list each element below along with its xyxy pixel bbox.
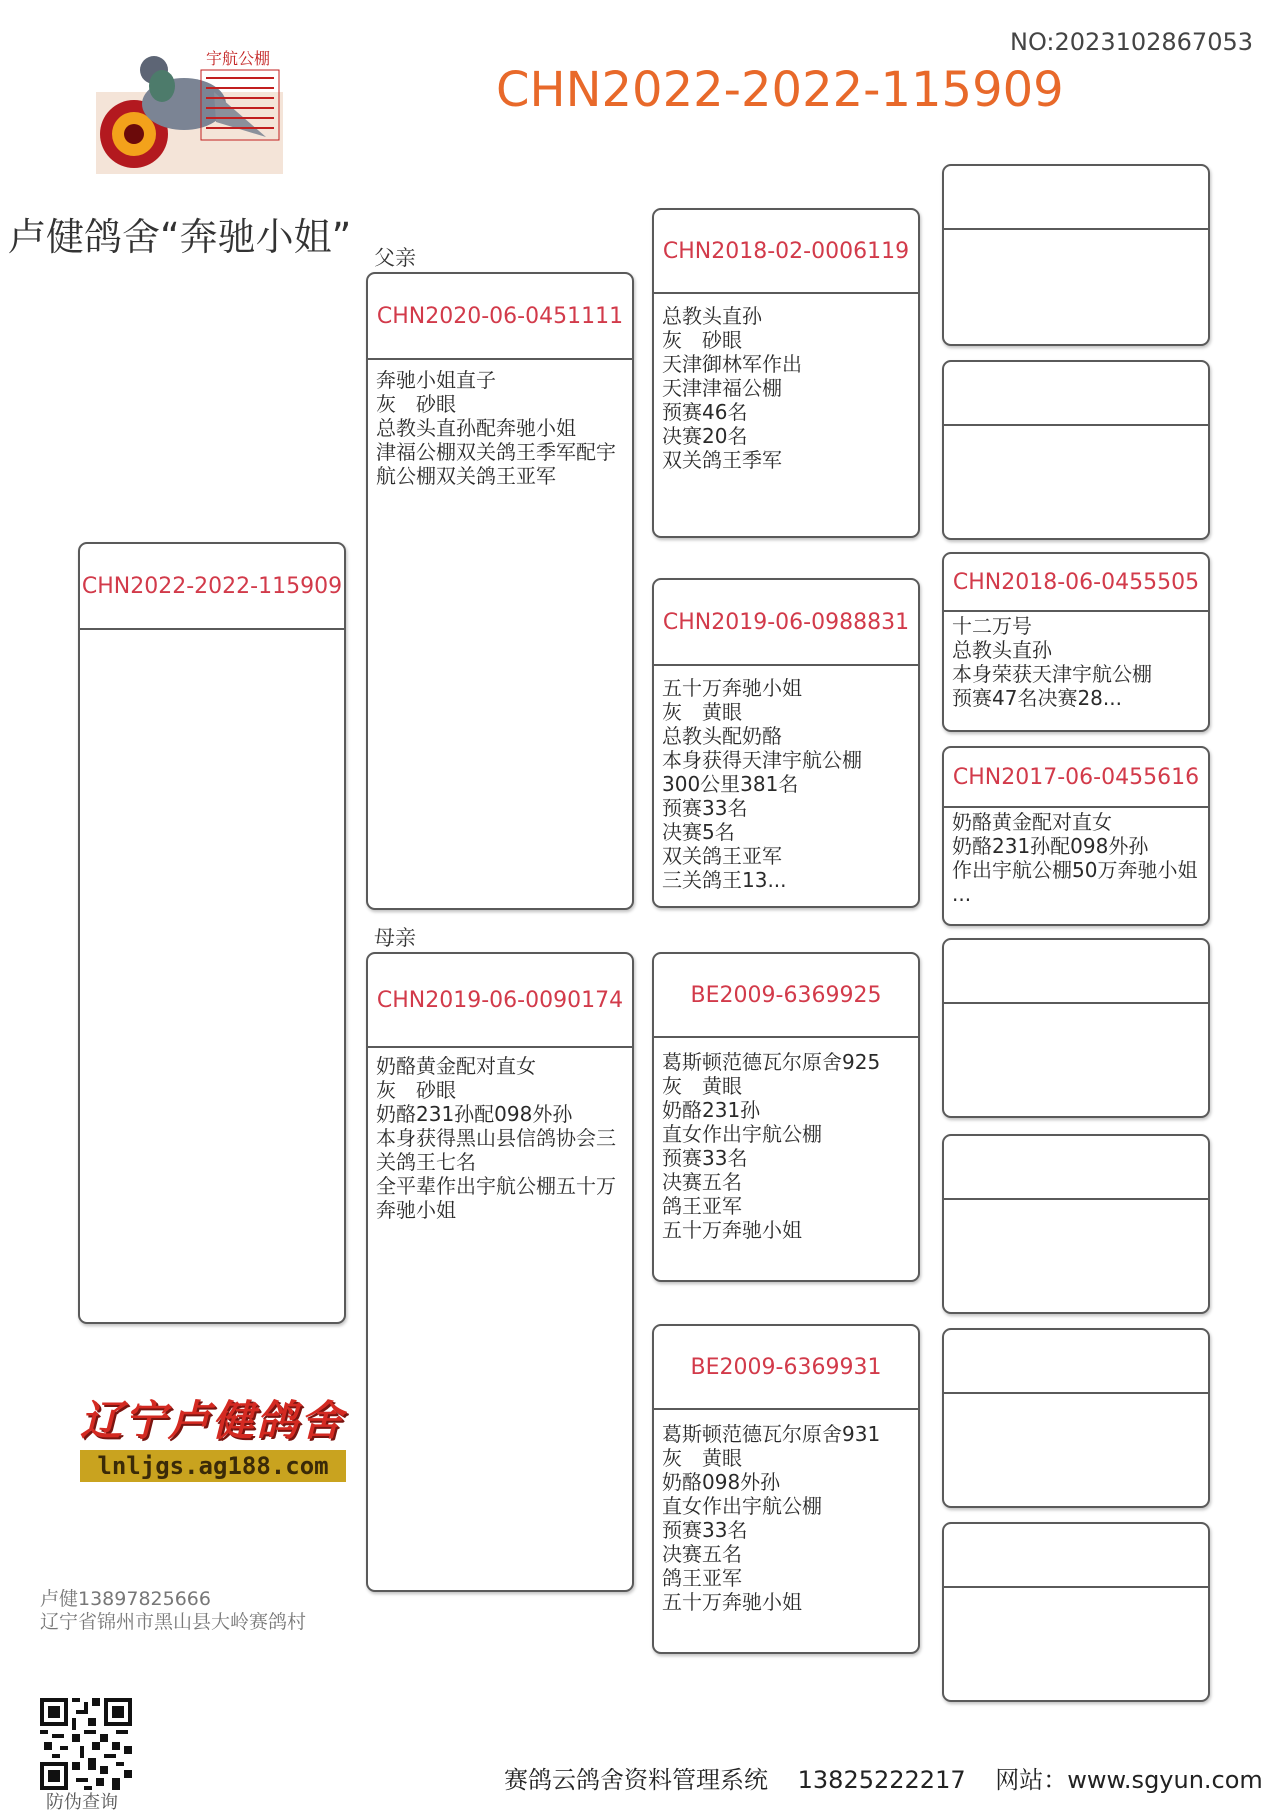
footer-system: 赛鸽云鸽舍资料管理系统 [504, 1766, 768, 1794]
father-card [366, 272, 634, 910]
logo-title: 宇航公棚 [206, 49, 271, 68]
mother-line: 本身获得黑山县信鸽协会三 [376, 1126, 616, 1150]
maternal-grandsire-card [652, 952, 920, 1282]
pedigree-line: 天津津福公棚 [662, 376, 782, 400]
great-grandparent-card-7 [942, 1328, 1210, 1508]
great-grandparent-ring: CHN2018-06-0455505 [944, 554, 1208, 612]
pedigree-line: 预赛33名 [662, 1146, 748, 1170]
pedigree-line: 决赛五名 [662, 1170, 742, 1194]
mother-line: 奔驰小姐 [376, 1198, 456, 1222]
certificate-number: NO:2023102867053 [1010, 28, 1254, 56]
pedigree-line: 预赛46名 [662, 400, 748, 424]
pedigree-line: 决赛5名 [662, 820, 735, 844]
subject-card [78, 542, 346, 1324]
stamp-url: lnljgs.ag188.com [97, 1452, 329, 1480]
father-line: 奔驰小姐直子 [376, 368, 496, 392]
great-grandparent-card-4 [942, 746, 1210, 926]
father-ring: CHN2020-06-0451111 [368, 274, 632, 360]
maternal-granddam-card [652, 1324, 920, 1654]
mother-line: 关鸽王七名 [376, 1150, 476, 1174]
pedigree-line: 天津御林军作出 [662, 352, 802, 376]
mother-label: 母亲 [374, 926, 416, 950]
paternal-granddam-card [652, 578, 920, 908]
mother-ring: CHN2019-06-0090174 [368, 954, 632, 1048]
subject-ring: CHN2022-2022-115909 [80, 544, 344, 630]
footer [504, 1760, 1263, 1795]
main-ring-title: CHN2022-2022-115909 [496, 62, 1064, 118]
pedigree-line: 预赛33名 [662, 1518, 748, 1542]
great-grandparent-ring [944, 362, 1208, 426]
great-grandparent-card-6 [942, 1134, 1210, 1314]
pedigree-line: 双关鸽王季军 [662, 448, 782, 472]
maternal-granddam-ring: BE2009-6369931 [654, 1326, 918, 1410]
pedigree-line: 葛斯顿范德瓦尔原舍931 [662, 1422, 881, 1446]
great-grandparent-card-2 [942, 360, 1210, 540]
pedigree-line: 决赛20名 [662, 424, 748, 448]
father-line: 总教头直孙配奔驰小姐 [376, 416, 576, 440]
pedigree-line: 直女作出宇航公棚 [662, 1494, 822, 1518]
great-grandparent-card-1 [942, 164, 1210, 346]
great-grandparent-ring [944, 1136, 1208, 1200]
pedigree-line: 灰 砂眼 [662, 328, 742, 352]
race-loft-logo [96, 42, 283, 174]
pedigree-line: 预赛47名决赛28... [952, 686, 1122, 710]
paternal-grandsire-card [652, 208, 920, 538]
paternal-granddam-ring: CHN2019-06-0988831 [654, 580, 918, 666]
mother-line: 灰 砂眼 [376, 1078, 456, 1102]
pedigree-line: 五十万奔驰小姐 [662, 676, 802, 700]
father-line: 灰 砂眼 [376, 392, 456, 416]
pedigree-line: 双关鸽王亚军 [662, 844, 782, 868]
father-line: 航公棚双关鸽王亚军 [376, 464, 556, 488]
paternal-grandsire-ring: CHN2018-02-0006119 [654, 210, 918, 294]
pedigree-line: 总教头直孙 [662, 304, 762, 328]
pedigree-line: 灰 黄眼 [662, 700, 742, 724]
pedigree-line: 总教头配奶酪 [662, 724, 782, 748]
mother-line: 奶酪黄金配对直女 [376, 1054, 536, 1078]
pedigree-line: 鸽王亚军 [662, 1566, 742, 1590]
father-line: 津福公棚双关鸽王季军配宇 [376, 440, 616, 464]
great-grandparent-ring [944, 940, 1208, 1004]
pedigree-line: 直女作出宇航公棚 [662, 1122, 822, 1146]
pedigree-line: 总教头直孙 [952, 638, 1052, 662]
qr-label: 防伪查询 [46, 1792, 118, 1813]
mother-card [366, 952, 634, 1592]
contact-address: 辽宁省锦州市黑山县大岭赛鸽村 [40, 1611, 307, 1633]
pedigree-line: 五十万奔驰小姐 [662, 1590, 802, 1614]
loft-stamp [80, 1388, 352, 1482]
pedigree-line: 奶酪231孙 [662, 1098, 761, 1122]
mother-line: 奶酪231孙配098外孙 [376, 1102, 573, 1126]
great-grandparent-ring: CHN2017-06-0455616 [944, 748, 1208, 808]
pedigree-line: 三关鸽王13... [662, 868, 787, 892]
pedigree-line: 作出宇航公棚50万奔驰小姐 [952, 858, 1198, 882]
great-grandparent-ring [944, 166, 1208, 230]
qr-code[interactable] [40, 1698, 132, 1790]
contact-phone: 卢健13897825666 [40, 1588, 211, 1610]
pedigree-line: 奶酪黄金配对直女 [952, 810, 1112, 834]
great-grandparent-card-3 [942, 552, 1210, 732]
footer-website[interactable]: 网站：www.sgyun.com [995, 1766, 1263, 1794]
pedigree-line: 奶酪098外孙 [662, 1470, 781, 1494]
great-grandparent-card-5 [942, 938, 1210, 1118]
pedigree-line: 十二万号 [952, 614, 1032, 638]
contact-info [40, 1588, 306, 1634]
father-label: 父亲 [374, 246, 416, 270]
mother-line: 全平辈作出宇航公棚五十万 [376, 1174, 616, 1198]
pedigree-line: 300公里381名 [662, 772, 799, 796]
pedigree-line: 灰 黄眼 [662, 1446, 742, 1470]
pedigree-line: 五十万奔驰小姐 [662, 1218, 802, 1242]
maternal-grandsire-ring: BE2009-6369925 [654, 954, 918, 1038]
great-grandparent-ring [944, 1524, 1208, 1588]
pedigree-line: 预赛33名 [662, 796, 748, 820]
pedigree-line: 灰 黄眼 [662, 1074, 742, 1098]
pedigree-line: 决赛五名 [662, 1542, 742, 1566]
great-grandparent-ring [944, 1330, 1208, 1394]
pedigree-line: ... [952, 882, 972, 906]
footer-phone: 13825222217 [797, 1766, 966, 1794]
pedigree-line: 本身获得天津宇航公棚 [662, 748, 862, 772]
stamp-name: 辽宁卢健鸽舍 [80, 1396, 345, 1445]
pedigree-line: 奶酪231孙配098外孙 [952, 834, 1149, 858]
pedigree-line: 葛斯顿范德瓦尔原舍925 [662, 1050, 881, 1074]
pedigree-line: 鸽王亚军 [662, 1194, 742, 1218]
great-grandparent-card-8 [942, 1522, 1210, 1702]
pedigree-line: 本身荣获天津宇航公棚 [952, 662, 1152, 686]
loft-title: 卢健鸽舍“奔驰小姐” [8, 215, 352, 259]
